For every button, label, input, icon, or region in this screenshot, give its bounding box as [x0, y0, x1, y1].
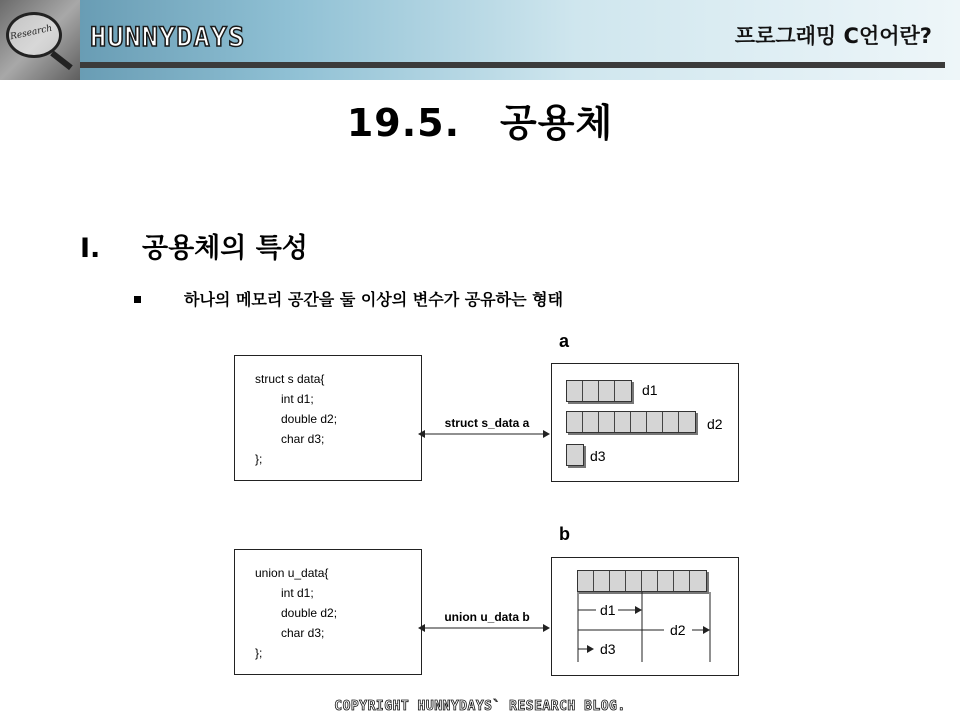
bullet-text: 하나의 메모리 공간을 둘 이상의 변수가 공유하는 형태	[184, 290, 564, 309]
header-course-title: 프로그래밍 C언어란?	[734, 24, 932, 48]
panel-a-letter: a	[559, 331, 570, 351]
struct-double-arrow	[418, 428, 550, 440]
header-banner	[0, 0, 960, 80]
code-line: char d3;	[281, 626, 325, 640]
struct-memory-box	[551, 363, 739, 482]
union-d2-label: d2	[670, 622, 686, 638]
magnifier-handle	[50, 51, 73, 71]
code-line: char d3;	[281, 432, 325, 446]
union-d1-label: d1	[600, 602, 616, 618]
union-memory-box	[551, 557, 739, 676]
code-line: double d2;	[281, 606, 338, 620]
union-d3-label: d3	[600, 641, 616, 657]
code-line: };	[255, 452, 263, 466]
section-heading	[80, 226, 308, 265]
d3-label: d3	[590, 448, 606, 464]
union-code-box	[234, 549, 422, 675]
code-line: struct s data{	[255, 372, 325, 386]
union-field-spans	[552, 558, 738, 675]
slide-title-number: 19.5.	[346, 101, 461, 145]
code-line: int d1;	[281, 586, 314, 600]
code-line: int d1;	[281, 392, 314, 406]
header-divider	[80, 62, 945, 68]
logo-text: Research	[9, 23, 54, 43]
panel-b-letter: b	[559, 524, 570, 544]
struct-arrow-label: struct s_data a	[444, 416, 530, 430]
union-double-arrow	[418, 622, 550, 634]
section-number: I.	[80, 233, 101, 264]
slide-title-text: 공용체	[500, 101, 614, 145]
union-arrow-label: union u_data b	[444, 610, 530, 624]
slide-title	[0, 92, 960, 147]
code-line: };	[255, 646, 263, 660]
code-line: double d2;	[281, 412, 338, 426]
struct-code-box	[234, 355, 422, 481]
code-line: union u_data{	[255, 566, 329, 580]
d1-label: d1	[642, 382, 658, 398]
section-title: 공용체의 특성	[142, 233, 308, 264]
d2-cells	[566, 411, 696, 433]
d2-label: d2	[707, 416, 723, 432]
bullet-icon	[134, 296, 141, 303]
d3-cells	[566, 444, 584, 466]
d1-cells	[566, 380, 632, 402]
brand-name: HUNNYDAYS	[90, 22, 246, 53]
logo	[0, 0, 80, 80]
footer-copyright: COPYRIGHT HUNNYDAYS` RESEARCH BLOG.	[334, 699, 626, 714]
